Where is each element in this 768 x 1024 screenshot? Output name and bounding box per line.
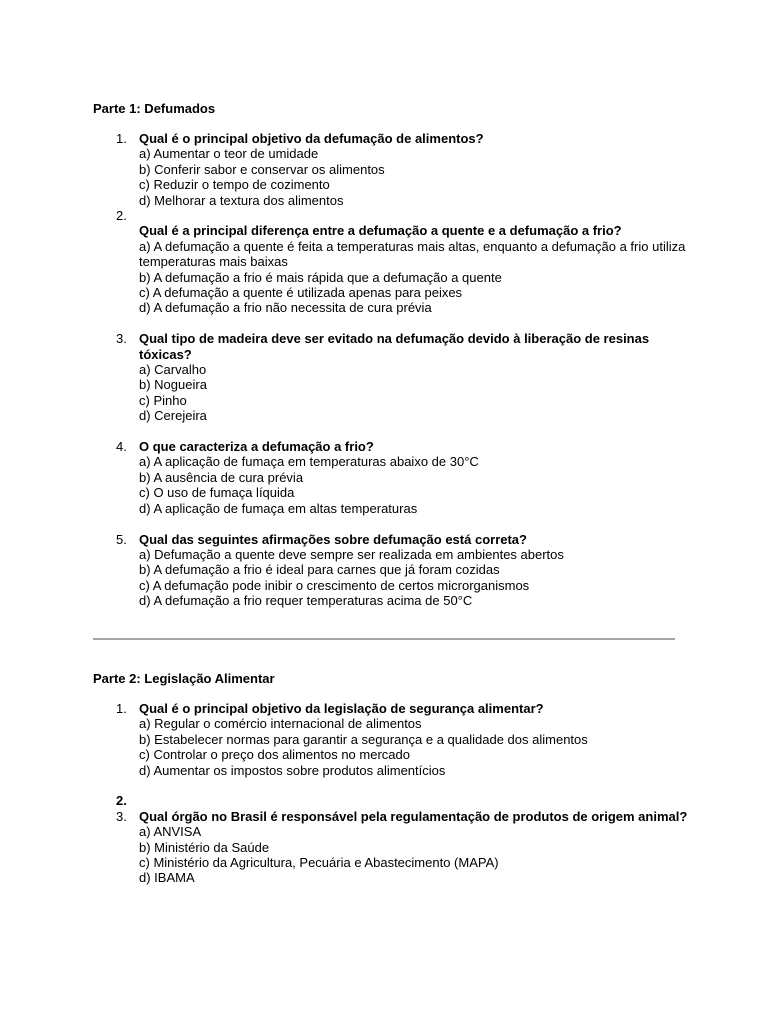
answer-option: d) A aplicação de fumaça em altas temperaturas — [139, 500, 418, 516]
answer-option: d) A defumação a frio não necessita de cura prévia — [139, 300, 432, 316]
answer-option: c) O uso de fumaça líquida — [139, 485, 295, 501]
question-text: Qual é a principal diferença entre a defumação a quente e a defumação a frio? — [139, 223, 622, 239]
answer-option: a) Regular o comércio internacional de alimentos — [139, 716, 422, 732]
question-number: 1. — [116, 701, 127, 716]
answer-option: b) Nogueira — [139, 377, 207, 393]
answer-option: d) Cerejeira — [139, 408, 207, 424]
question-item — [93, 131, 693, 208]
question-item — [93, 331, 693, 423]
question-number: 2. — [116, 793, 127, 809]
answer-option: d) IBAMA — [139, 870, 195, 886]
answer-option: a) Defumação a quente deve sempre ser realizada em ambientes abertos — [139, 546, 564, 562]
answer-option: b) Ministério da Saúde — [139, 839, 270, 855]
answer-option: a) Carvalho — [139, 362, 207, 378]
answer-option: c) A defumação a quente é utilizada apenas para peixes — [139, 285, 463, 301]
question-item — [93, 208, 693, 316]
question-number: 1. — [116, 131, 127, 146]
question-text: Qual é o principal objetivo da defumação de alimentos? — [139, 131, 484, 146]
answer-option: b) A defumação a frio é mais rápida que a defumação a quente — [139, 269, 502, 285]
section-title-part1: Parte 1: Defumados — [93, 101, 216, 116]
question-item — [93, 809, 693, 886]
answer-option: a) ANVISA — [139, 824, 202, 840]
answer-option: a) A defumação a quente é feita a temperaturas mais altas, enquanto a defumação a frio utiliza temperaturas mais baixas — [139, 238, 686, 270]
question-number: 3. — [116, 808, 127, 824]
answer-option: d) Aumentar os impostos sobre produtos alimentícios — [139, 762, 446, 778]
question-text: Qual tipo de madeira deve ser evitado na defumação devido à liberação de resinas tóxicas? — [139, 331, 650, 362]
question-item — [93, 439, 693, 516]
answer-option: d) Melhorar a textura dos alimentos — [139, 192, 344, 208]
question-item — [93, 532, 693, 609]
answer-option: c) Pinho — [139, 392, 187, 408]
question-text: Qual das seguintes afirmações sobre defumação está correta? — [139, 531, 527, 547]
question-number: 3. — [116, 331, 127, 347]
question-text: Qual é o principal objetivo da legislação de segurança alimentar? — [139, 701, 544, 716]
answer-option: c) A defumação pode inibir o crescimento de certos microrganismos — [139, 577, 530, 593]
question-number: 4. — [116, 439, 127, 455]
answer-option: c) Controlar o preço dos alimentos no mercado — [139, 747, 410, 763]
question-text: Qual órgão no Brasil é responsável pela regulamentação de produtos de origem animal? — [139, 808, 688, 824]
section-divider — [93, 638, 675, 640]
question-list-part2 — [93, 701, 693, 886]
answer-option: b) A defumação a frio é ideal para carnes que já foram cozidas — [139, 562, 500, 578]
answer-option: a) Aumentar o teor de umidade — [139, 146, 319, 162]
question-item — [93, 701, 693, 778]
question-text: O que caracteriza a defumação a frio? — [139, 439, 374, 455]
section-title-part2: Parte 2: Legislação Alimentar — [93, 671, 275, 686]
answer-option: d) A defumação a frio requer temperaturas acima de 50°C — [139, 593, 473, 609]
question-number: 2. — [116, 208, 127, 224]
answer-option: b) A ausência de cura prévia — [139, 469, 304, 485]
question-list-part1 — [93, 131, 693, 609]
question-number-spacer — [139, 208, 693, 223]
answer-option: a) A aplicação de fumaça em temperaturas abaixo de 30°C — [139, 454, 479, 470]
answer-option: b) Conferir sabor e conservar os alimentos — [139, 161, 385, 177]
answer-option: c) Ministério da Agricultura, Pecuária e Abastecimento (MAPA) — [139, 855, 499, 871]
empty-question-line — [139, 793, 693, 808]
answer-option: b) Estabelecer normas para garantir a segurança e a qualidade dos alimentos — [139, 731, 588, 747]
answer-option: c) Reduzir o tempo de cozimento — [139, 177, 330, 193]
question-item — [93, 793, 693, 808]
question-number: 5. — [116, 531, 127, 547]
